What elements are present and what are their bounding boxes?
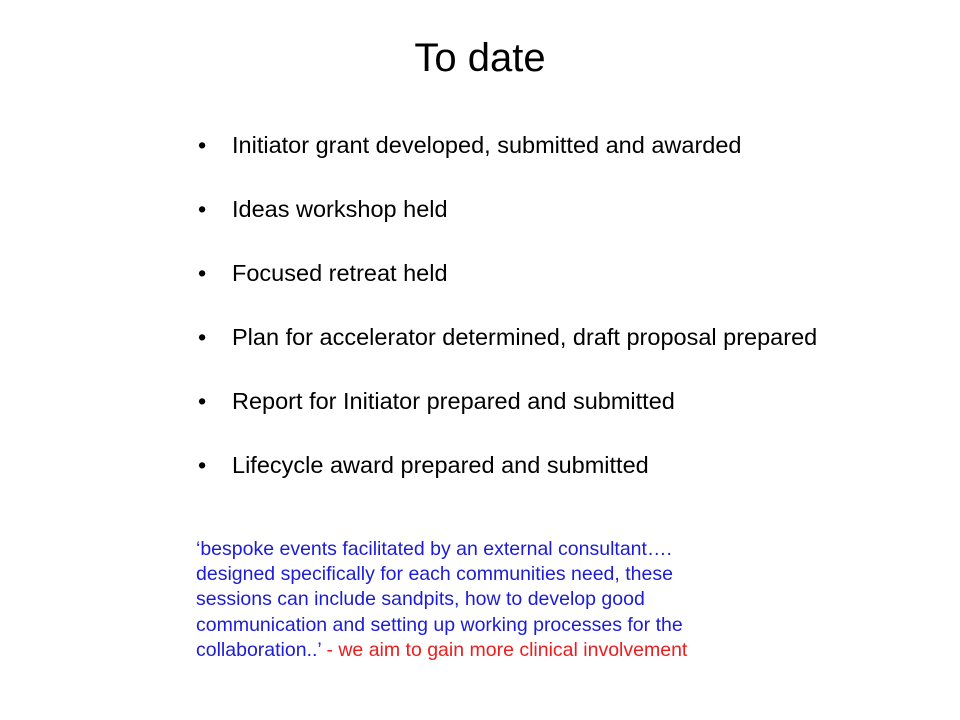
bullet-text: Report for Initiator prepared and submitted bbox=[232, 388, 675, 414]
bullet-icon: • bbox=[198, 388, 207, 414]
bullet-icon: • bbox=[198, 132, 207, 158]
bullet-item bbox=[196, 130, 836, 160]
bullet-item bbox=[196, 450, 836, 480]
bullet-text: Ideas workshop held bbox=[232, 196, 448, 222]
bullet-icon: • bbox=[198, 324, 207, 350]
bullet-text: Lifecycle award prepared and submitted bbox=[232, 452, 649, 478]
bullet-text: Initiator grant developed, submitted and awarded bbox=[232, 132, 742, 158]
bullet-item bbox=[196, 322, 836, 352]
bullet-icon: • bbox=[198, 260, 207, 286]
bullet-item bbox=[196, 258, 836, 288]
slide-title: To date bbox=[414, 36, 546, 80]
quote-block bbox=[196, 537, 836, 663]
bullet-icon: • bbox=[198, 452, 207, 478]
bullet-list bbox=[196, 130, 836, 480]
bullet-icon: • bbox=[198, 196, 207, 222]
bullet-item bbox=[196, 194, 836, 224]
bullet-text: Plan for accelerator determined, draft proposal prepared bbox=[232, 324, 818, 350]
quote-note: - we aim to gain more clinical involvement bbox=[326, 638, 688, 661]
bullet-text: Focused retreat held bbox=[232, 260, 448, 286]
quote-text: ‘bespoke events facilitated by an external consultant…. designed specifically for each communities need, these sessions can include sandpits, how to develop good communication and setting up working processes for the collaboration..’ bbox=[196, 538, 683, 661]
bullet-item bbox=[196, 386, 836, 416]
